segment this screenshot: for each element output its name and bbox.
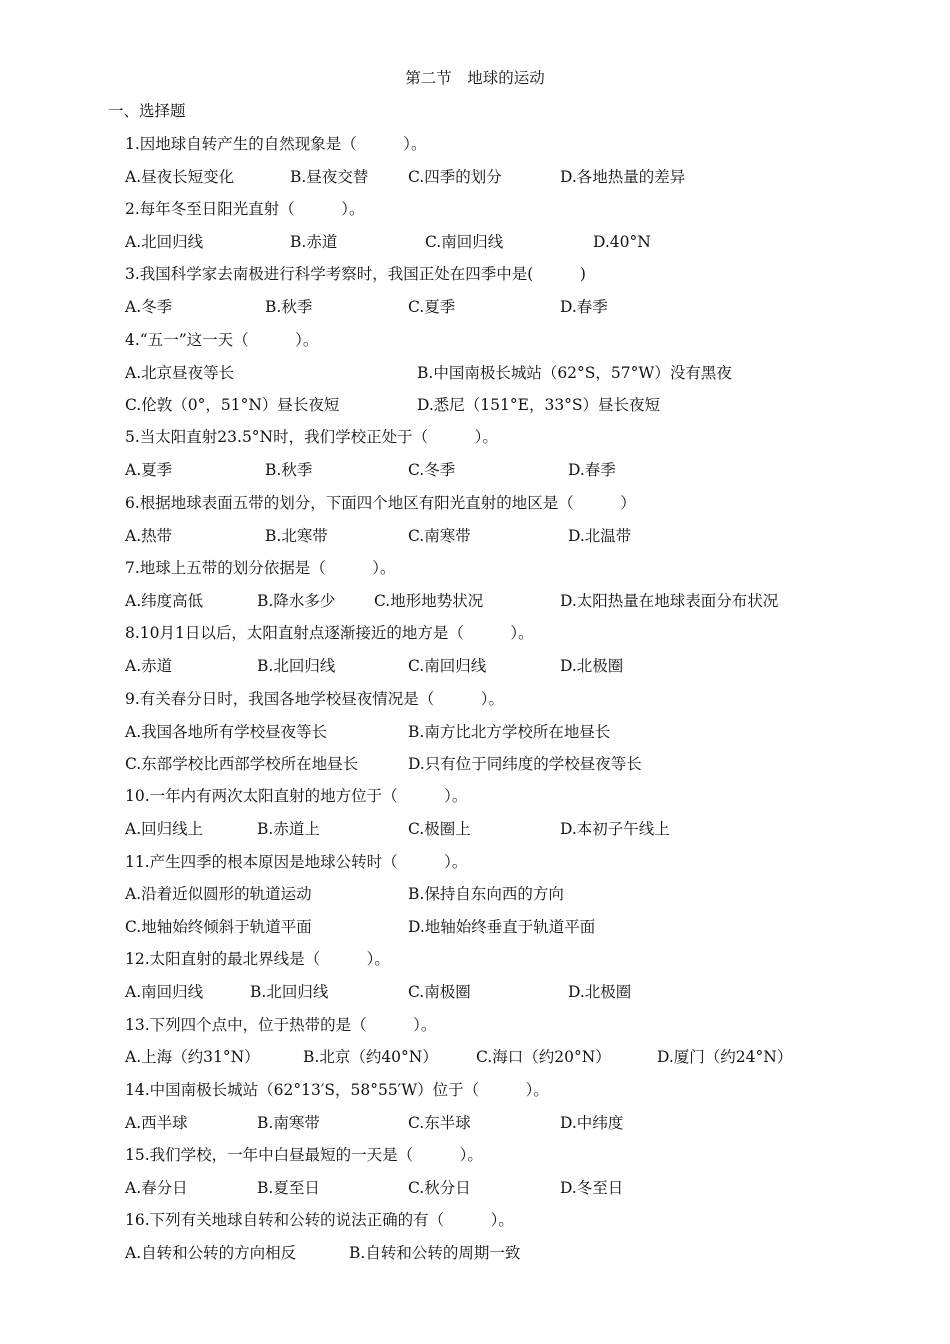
option: C.南寒带 xyxy=(408,527,471,545)
question-text: 7.地球上五带的划分依据是（ ）。 xyxy=(125,559,396,577)
option: C.海口（约20°N） xyxy=(476,1048,611,1066)
option: C.地轴始终倾斜于轨道平面 xyxy=(125,918,312,936)
option: D.北极圈 xyxy=(568,983,632,1001)
option: D.春季 xyxy=(568,461,616,479)
option: B.赤道 xyxy=(290,233,338,251)
option: C.南回归线 xyxy=(408,657,487,675)
option: B.北京（约40°N） xyxy=(303,1048,438,1066)
page-title: 第二节 地球的运动 xyxy=(405,69,545,87)
option: A.昼夜长短变化 xyxy=(125,168,235,186)
option: D.北温带 xyxy=(568,527,632,545)
option: B.北回归线 xyxy=(257,657,336,675)
section-heading: 一、选择题 xyxy=(108,102,186,120)
option: D.本初子午线上 xyxy=(560,820,670,838)
option: B.夏至日 xyxy=(257,1179,320,1197)
question-text: 9.有关春分日时，我国各地学校昼夜情况是（ ）。 xyxy=(125,690,505,708)
option: B.中国南极长城站（62°S，57°W）没有黑夜 xyxy=(417,364,732,382)
question-text: 8.10月1日以后，太阳直射点逐渐接近的地方是（ ）。 xyxy=(125,624,534,642)
option: D.春季 xyxy=(560,298,608,316)
option: C.地形地势状况 xyxy=(374,592,484,610)
option: D.太阳热量在地球表面分布状况 xyxy=(560,592,779,610)
option: C.夏季 xyxy=(408,298,456,316)
option: C.东部学校比西部学校所在地昼长 xyxy=(125,755,359,773)
option: B.北寒带 xyxy=(265,527,328,545)
question-text: 4.“五一”这一天（ ）。 xyxy=(125,331,319,349)
question-text: 12.太阳直射的最北界线是（ ）。 xyxy=(125,950,390,968)
option: B.保持自东向西的方向 xyxy=(408,885,564,903)
option: B.昼夜交替 xyxy=(290,168,369,186)
question-text: 13.下列四个点中，位于热带的是（ ）。 xyxy=(125,1016,437,1034)
option: C.秋分日 xyxy=(408,1179,471,1197)
option: B.秋季 xyxy=(265,461,313,479)
option: D.冬至日 xyxy=(560,1179,624,1197)
option: D.各地热量的差异 xyxy=(560,168,686,186)
option: B.秋季 xyxy=(265,298,313,316)
option: C.冬季 xyxy=(408,461,456,479)
question-text: 11.产生四季的根本原因是地球公转时（ ）。 xyxy=(125,853,468,871)
option: D.中纬度 xyxy=(560,1114,624,1132)
option: A.我国各地所有学校昼夜等长 xyxy=(125,723,328,741)
option: B.自转和公转的周期一致 xyxy=(349,1244,521,1262)
option: D.厦门（约24°N） xyxy=(657,1048,793,1066)
option: D.40°N xyxy=(593,233,651,251)
option: B.赤道上 xyxy=(257,820,320,838)
option: A.赤道 xyxy=(125,657,173,675)
option: A.春分日 xyxy=(125,1179,188,1197)
option: B.降水多少 xyxy=(257,592,336,610)
question-text: 2.每年冬至日阳光直射（ ）。 xyxy=(125,200,365,218)
option: A.冬季 xyxy=(125,298,173,316)
option: A.回归线上 xyxy=(125,820,204,838)
option: A.热带 xyxy=(125,527,173,545)
question-text: 16.下列有关地球自转和公转的说法正确的有（ ）。 xyxy=(125,1211,514,1229)
option: C.东半球 xyxy=(408,1114,471,1132)
option: C.南极圈 xyxy=(408,983,471,1001)
option: C.四季的划分 xyxy=(408,168,502,186)
option: C.伦敦（0°，51°N）昼长夜短 xyxy=(125,396,340,414)
option: A.自转和公转的方向相反 xyxy=(125,1244,297,1262)
option: D.北极圈 xyxy=(560,657,624,675)
option: A.北京昼夜等长 xyxy=(125,364,235,382)
option: C.南回归线 xyxy=(425,233,504,251)
question-text: 3.我国科学家去南极进行科学考察时，我国正处在四季中是( ) xyxy=(125,265,586,283)
question-text: 15.我们学校，一年中白昼最短的一天是（ ）。 xyxy=(125,1146,483,1164)
question-text: 14.中国南极长城站（62°13′S，58°55′W）位于（ ）。 xyxy=(125,1081,549,1099)
option: A.北回归线 xyxy=(125,233,204,251)
option: A.南回归线 xyxy=(125,983,204,1001)
option: A.西半球 xyxy=(125,1114,188,1132)
option: A.沿着近似圆形的轨道运动 xyxy=(125,885,312,903)
question-text: 10.一年内有两次太阳直射的地方位于（ ）。 xyxy=(125,787,468,805)
question-text: 6.根据地球表面五带的划分，下面四个地区有阳光直射的地区是（ ） xyxy=(125,494,636,512)
option: A.夏季 xyxy=(125,461,173,479)
option: B.南方比北方学校所在地昼长 xyxy=(408,723,611,741)
question-text: 1.因地球自转产生的自然现象是（ ）。 xyxy=(125,135,427,153)
option: A.上海（约31°N） xyxy=(125,1048,260,1066)
question-text: 5.当太阳直射23.5°N时，我们学校正处于（ ）。 xyxy=(125,428,498,446)
option: D.只有位于同纬度的学校昼夜等长 xyxy=(408,755,642,773)
option: A.纬度高低 xyxy=(125,592,204,610)
option: D.悉尼（151°E，33°S）昼长夜短 xyxy=(417,396,661,414)
option: B.南寒带 xyxy=(257,1114,320,1132)
option: C.极圈上 xyxy=(408,820,471,838)
option: B.北回归线 xyxy=(250,983,329,1001)
option: D.地轴始终垂直于轨道平面 xyxy=(408,918,596,936)
